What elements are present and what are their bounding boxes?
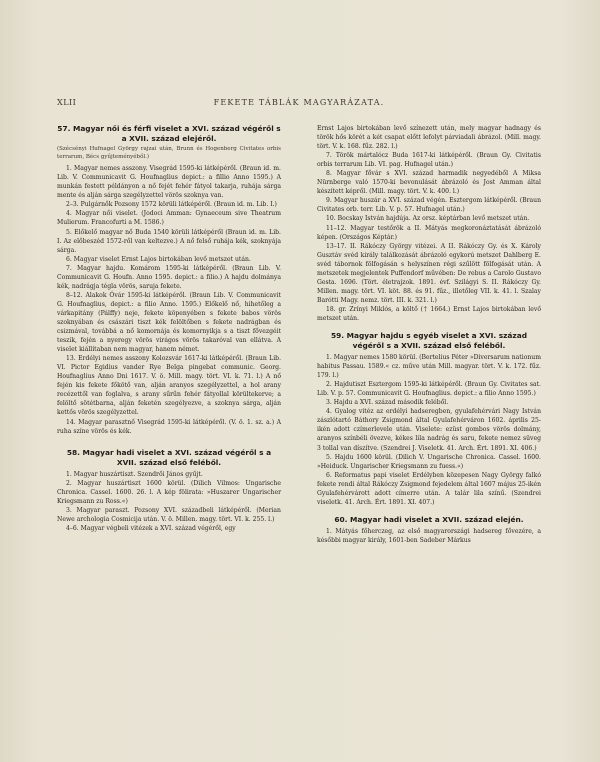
section-57-title: 57. Magyar női és férfi viselet a XVI. század végéről s a XVII. század elejéről. xyxy=(57,124,281,143)
item-57-4: 4. Magyar női viselet. (Jodoci Amman: Gynaeceum sive Theatrum Mulierum. Francofurti a M. 1586.) xyxy=(57,210,281,227)
item-58-2: 2. Magyar huszártiszt 1600 körül. (Dilich Vilmos: Ungarische Chronica. Cassel. 1600. 26. l. A kép fölirata: »Huszarer Ungarischer Kriegsmann zu Ross.«) xyxy=(57,479,281,505)
item-59-3: 3. Hajdu a XVI. század második feléből. xyxy=(326,399,449,407)
item-57-13: 13. Erdélyi nemes asszony Kolozsvár 1617-ki látképéről. (Braun Lib. VI. Pictor Egidius vander Rye Belga pingebat communic. Georg. Houfnaglius Anno Dni 1617. V. ö. Mill. magy. tört. VI. k. 71. l.) A nő fején kis fekete főkötő van, alján aranyos szegélyzettel, a hol arany recézettől van foglalva, s arany sűrűn fehér fátyollal körültekerve; a felöltő sötétbarna, alján feketén szegélyezve, a szoknya sárga, alján kettős vörös szegélyzettel. xyxy=(57,355,281,417)
section-60-title: 60. Magyar hadi viselet a XVII. század elején. xyxy=(334,514,524,524)
item-58-9: 9. Magyar huszár a XVI. század végén. Esztergom látképéről. (Braun Civitates orb. terr. Lib. V. p. 57. Hufnagel után.) xyxy=(317,197,541,214)
section-58-title: 58. Magyar hadi viselet a XVI. század végéről s a XVII. század első feléből. xyxy=(66,447,272,467)
item-58-cont: Ernst Lajos birtokában levő színezett után, mely magyar hadnagy és török hős körét a két csapat előtt lefolyt párviadali ábrázol. (Mill. magy. tört. V. k. 168. fűz. 282. l.) xyxy=(317,125,541,151)
item-59-1: 1. Magyar nemes 1580 körül. (Bertelius Péter »Diversarum nationum habitus Passau. 1589.« cz. műve után Mill. magyar. tört. V. k. 172. fűz. 179. l.) xyxy=(317,354,541,380)
running-header xyxy=(57,98,541,112)
item-58-8: 8. Magyar fővár s XVI. század harmadik negyedéből A Miksa Nürnberge való 1570-ki bevonulását ábrázoló és Jost Amman által készített képről. (Mill. magy. tört. V. k. 400. l.) xyxy=(317,170,541,196)
item-59-2: 2. Hajdutiszt Esztergom 1595-ki látképéről. (Braun Gy. Civitates sat. Lib. V. p. 57. Communicavit G. Houfnaglius. depict.: a filio Anno 1595.) xyxy=(317,381,541,398)
item-58-11: 11–12. Magyar testőrök a II. Mátyás megkoronáztatását ábrázoló képen. (Országos Képtár.) xyxy=(317,224,541,241)
item-57-14: 14. Magyar parasztnő Visegrád 1595-ki látképéről. (V. ö. 1. sz. a.) A ruha színe vörös és kék. xyxy=(57,418,281,435)
item-57-6: 6. Magyar viselet Ernst Lajos birtokában levő metszet után. xyxy=(66,255,251,263)
item-58-13: 13–17. II. Rákóczy György vitézei. A II. Rákóczy Gy. és X. Károly Gusztáv svéd király találkozását ábrázoló egykorú metszet Dahlberg E. svéd tábornok fölfogásán s helyszínen régi szűlött fölfogását után. A metszetek megjelentek Puffendorf művében: De rebus a Carolo Gustavo Gesta. 1696. (Tört. életrajzok. 1891. évf. Szilágyi S. II. Rákóczy Gy. Millen. magy. tört. VI. köt. 88. és 91. fűz., illetőleg VII. k. 41. l. Szalay Barótti Magy. nemz. tört. III. k. 321. l.) xyxy=(317,242,541,304)
left-column xyxy=(57,124,281,533)
item-57-5: 5. Előkelő magyar nő Buda 1540 körüli látképéről (Braun id. m. Lib. I. Az előbeszéd 1572-ről van keltezve.) A nő felső ruhája kék, szoknyája sárga. xyxy=(57,228,281,254)
item-58-3: 3. Magyar paraszt. Pozsony XVI. századbeli látképéről. (Merian Newe archologia Cosmicija után. V. ö. Millen. magy. tört. VI. k. 255. l.) xyxy=(57,506,281,523)
item-57-2: 2–3. Pulgárnők Pozsony 1572 körüli látképéről. (Braun id. m. Lib. I.) xyxy=(66,201,277,209)
item-58-4: 4–6. Magyar végbeli vitézek a XVI. század végéről, egy xyxy=(66,524,236,532)
item-57-8: 8–12. Alakok Óvár 1595-ki látképéről. (Braun Lib. V. Communicavit G. Houfnaglius, depict.: a filio Anno. 1595.) Előkelő nő, hihetőleg a várkapitány (Pálffy) neje, fekete köpenyében s fekete babos vörös szoknyában és császári tiszt kék felöltőben s fekete nadrágban és csizmával, továbbá a nő komornája és komornyikja s a tiszt fővezgéit teszik, fején a nyeregy vörös virágos vörös takaróval van ellátva. A viselet kiállítaban nem magyar, hanem német. xyxy=(57,291,281,354)
item-60-1: 1. Mátyás főherczeg, az első magyarországi hadsereg fővezére, a későbbi magyar király, 1601-ben Sadeber Márkus xyxy=(317,527,541,544)
section-57-source: (Szécsényi Hufnagel György rajzai után, Brunn és Hogenberg Civitates orbis terrarum, Bécs gyűjteményéből.) xyxy=(57,146,281,160)
page-number: XLII xyxy=(57,98,77,107)
section-59-title: 59. Magyar hajdu s egyéb viselet a XVI. század végéről s a XVII. század első feléből. xyxy=(331,331,527,351)
item-59-4: 4. Gyalog vitéz az erdélyi hadseregben, gyulafehérvári Nagy István zászlótartó Báthory Zsigmond által Gyulafehérváron 1602. április 25-ikén adott czímerlevele után. Viselete: ezüst gombos vörös dolmány, aranyos színbéli övezve, kékes lila nadrág és saru, fekete nemez süveg 3 tollal van díszítve. (Szendrei J. Viseletk. 41. Arch. Ért. 1891. XI. 406.) xyxy=(317,408,541,452)
running-title: FEKETE TÁBLÁK MAGYARÁZATA. xyxy=(213,98,385,107)
item-58-1: 1. Magyar huszártiszt. Szendrői János gyűjt. xyxy=(66,470,203,478)
item-59-6: 6. Reformatus papi viselet Erdélyben közepesen Nagy György falkó fekete rendi által Rákóczy Zsigmond fejedelem által 1607 május 25-ikén Gyulafehérvárott adott címerre után. A talár lila színű. (Szendrei viseletk. 41. Arch. Ért. 1891. XI. 407.) xyxy=(317,471,541,506)
right-column xyxy=(317,124,541,545)
item-58-18: 18. gr. Zrínyi Miklós, a költő († 1664.) Ernst Lajos birtokában levő metszet után. xyxy=(317,305,541,322)
item-57-7: 7. Magyar hajdu. Komárom 1595-ki látképéről. (Braun Lib. V. Communicavit G. Houfn. Anno 1595. depict.: a filio.) A hajdu dolmánya kék, nadrágja tégla vörös, saruja fekete. xyxy=(57,264,281,290)
item-58-7: 7. Török mártalócz Buda 1617-ki látképéről. (Braun Gy. Civitatis orbis terrarum Lib. VI. pag. Hufnagel után.) xyxy=(317,152,541,169)
item-59-5: 5. Hajdu 1600 körül. (Dilich V. Ungarische Chronica. Cassel. 1600. »Heiduck. Ungarischer Kriegsmann zu fuess.«) xyxy=(317,453,541,470)
item-57-1: 1. Magyar nemes asszony. Visegrád 1595-ki látképéről. (Braun id. m. Lib. V. Communicavit G. Houfnaglius depict.: a fillio Anno 1595.) A munkán festett példányon a nő fejét fehér fátyol takarja, ruhája sárga mente és alján sárga szegélyzettel vörös szoknya van. xyxy=(57,165,281,200)
item-58-10: 10. Bocskay István hajdúja. Az orsz. képtárban levő metszet után. xyxy=(326,215,530,223)
